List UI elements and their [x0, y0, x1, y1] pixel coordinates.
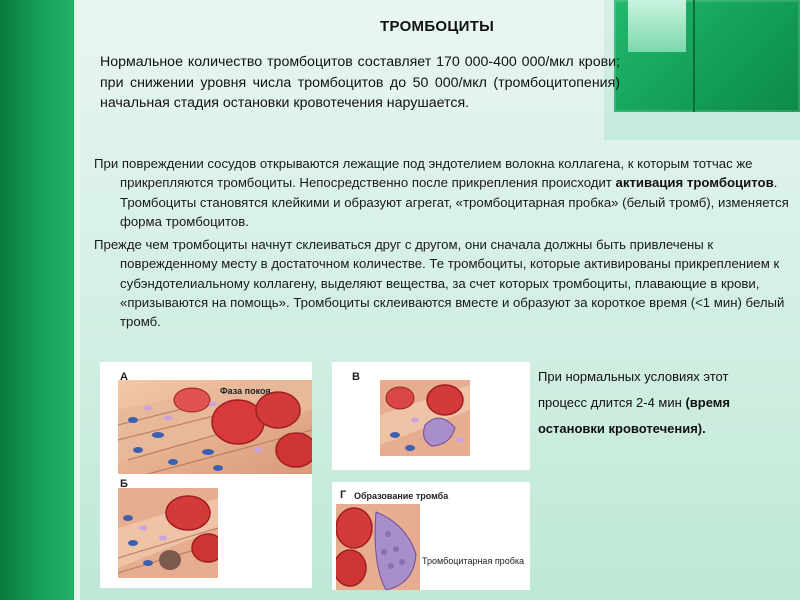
figure-panel-a: [100, 362, 312, 474]
vessel-illustration-v: [380, 380, 470, 456]
figure-letter-v: В: [352, 371, 360, 383]
figure-label-platelet-plug: Тромбоцитарная пробка: [422, 556, 524, 566]
left-green-sidebar: [0, 0, 80, 600]
paragraph-aggregation: Прежде чем тромбоциты начнут склеиваться друг с другом, они сначала должны быть привлечены к поврежденному месту в достаточном количестве. Те тромбоциты, которые активированы прикреплением к субэндотелиальному коллагену, выделяют вещества, за счет которых тромбоциты, плавающие в крови, «призываются на помощь». Тромбоциты склеиваются вместе и образуют за короткое время (<1 мин) белый тромб.: [94, 237, 785, 330]
figure-letter-a: А: [120, 371, 128, 383]
paragraph-collagen: [94, 154, 800, 231]
vessel-illustration-g: [336, 504, 420, 590]
figure-label-rest-phase: Фаза покоя: [220, 386, 271, 396]
intro-paragraph: Нормальное количество тромбоцитов составляет 170 000-400 000/мкл крови; при снижении уровня числа тромбоцитов до 50 000/мкл (тромбоцитопения) начальная стадия остановки кровотечения нарушается.: [100, 54, 620, 111]
figure-panel-b: [100, 474, 312, 588]
slide-title: ТРОМБОЦИТЫ: [380, 18, 495, 35]
figure-letter-b: Б: [120, 478, 128, 490]
figure-label-thrombus-formation: Образование тромба: [354, 491, 449, 501]
duration-note-normal: При нормальных условиях этот процесс длится 2-4 мин: [538, 369, 729, 410]
sidebar-stripe: [74, 0, 80, 600]
paragraph-collagen-bold: активация тромбоцитов: [615, 175, 774, 191]
duration-note: [538, 364, 778, 442]
paragraph-collagen-part2: . Тромбоциты становятся клейкими и образуют агрегат, «тромбоцитарная пробка» (белый тромб), изменяется форма тромбоцитов.: [120, 175, 789, 229]
figure-letter-g: Г: [340, 489, 347, 501]
corner-decoration-light-square: [628, 0, 686, 52]
vessel-illustration-b: [118, 488, 218, 578]
vessel-illustration-a: [118, 380, 312, 474]
figure-panel-v: [332, 362, 530, 470]
corner-decoration-line: [693, 0, 695, 112]
paragraph-collagen-part1: При повреждении сосудов открываются лежащие под эндотелием волокна коллагена, к которым тотчас же прикрепляются тромбоциты. Непосредственно после прикрепления происходит: [94, 156, 753, 191]
duration-note-bold: (время остановки кровотечения).: [538, 395, 730, 436]
figure-panel-g: [332, 482, 530, 590]
